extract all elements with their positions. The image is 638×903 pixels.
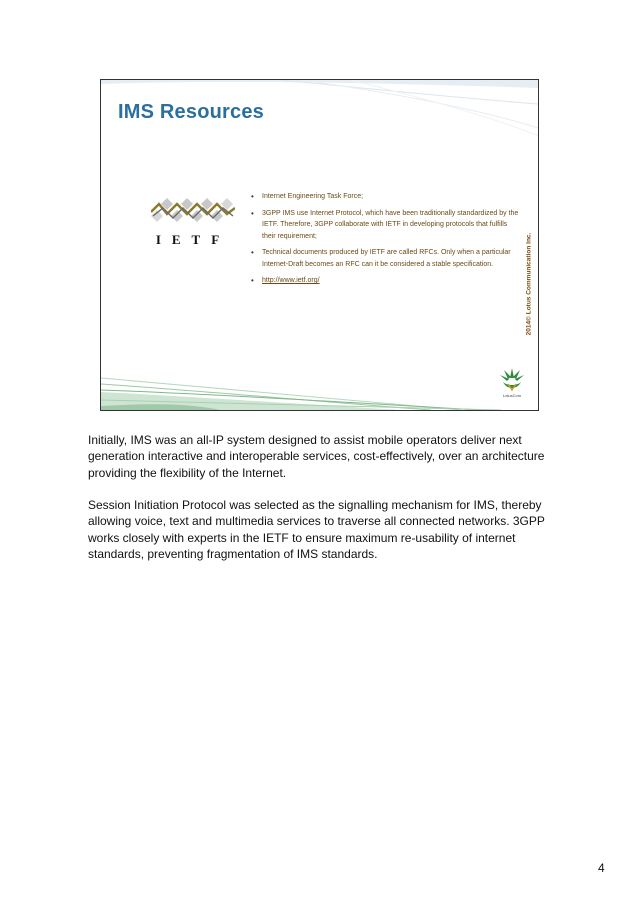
bullet-text: Internet Engineering Task Force;	[262, 193, 364, 200]
bottom-wave-decoration	[101, 370, 538, 410]
bullet-dot: •	[251, 276, 254, 285]
bullet-item	[251, 191, 519, 203]
bullet-item	[251, 275, 519, 287]
ietf-logo	[151, 198, 235, 248]
bullet-text: 3GPP IMS use Internet Protocol, which have been traditionally standardized by the IETF. Therefore, 3GPP collaborate with IETF in developing protocols that fulfills their requirement;	[262, 209, 519, 240]
bullet-dot: •	[251, 208, 254, 218]
bullet-dot: •	[251, 192, 254, 201]
copyright-text: 2014© Lotus Communication Inc.	[525, 232, 533, 336]
ietf-link[interactable]: http://www.ietf.org/	[262, 277, 320, 284]
slide-title: IMS Resources	[118, 101, 264, 123]
copyright-vertical	[524, 194, 534, 374]
speaker-note-paragraph: Session Initiation Protocol was selected as the signalling mechanism for IMS, thereby allowing voice, text and multimedia services to traverse all connected networks. 3GPP works closely with experts in the IETF to ensure maximum re-usability of internet standards, preventing fragmentation of IMS standards.	[88, 498, 545, 561]
bullet-item	[251, 247, 519, 270]
page-number: 4	[598, 861, 605, 875]
slide-thumbnail	[100, 79, 539, 411]
lotus-logo-text: LotusCom	[502, 393, 522, 398]
bullet-list	[251, 191, 519, 292]
bullet-text: Technical documents produced by IETF are called RFCs. Only when a particular Internet-Draft becomes an RFC can it be considered a stable specification.	[262, 249, 511, 268]
bullet-dot: •	[251, 248, 254, 257]
bullet-item	[251, 208, 519, 243]
speaker-note-paragraph: Initially, IMS was an all-IP system designed to assist mobile operators deliver next generation interactive and interoperable services, cost-effectively, over an architecture providing the flexibility of the Internet.	[88, 433, 545, 480]
ietf-logo-text: IETF	[155, 232, 231, 247]
